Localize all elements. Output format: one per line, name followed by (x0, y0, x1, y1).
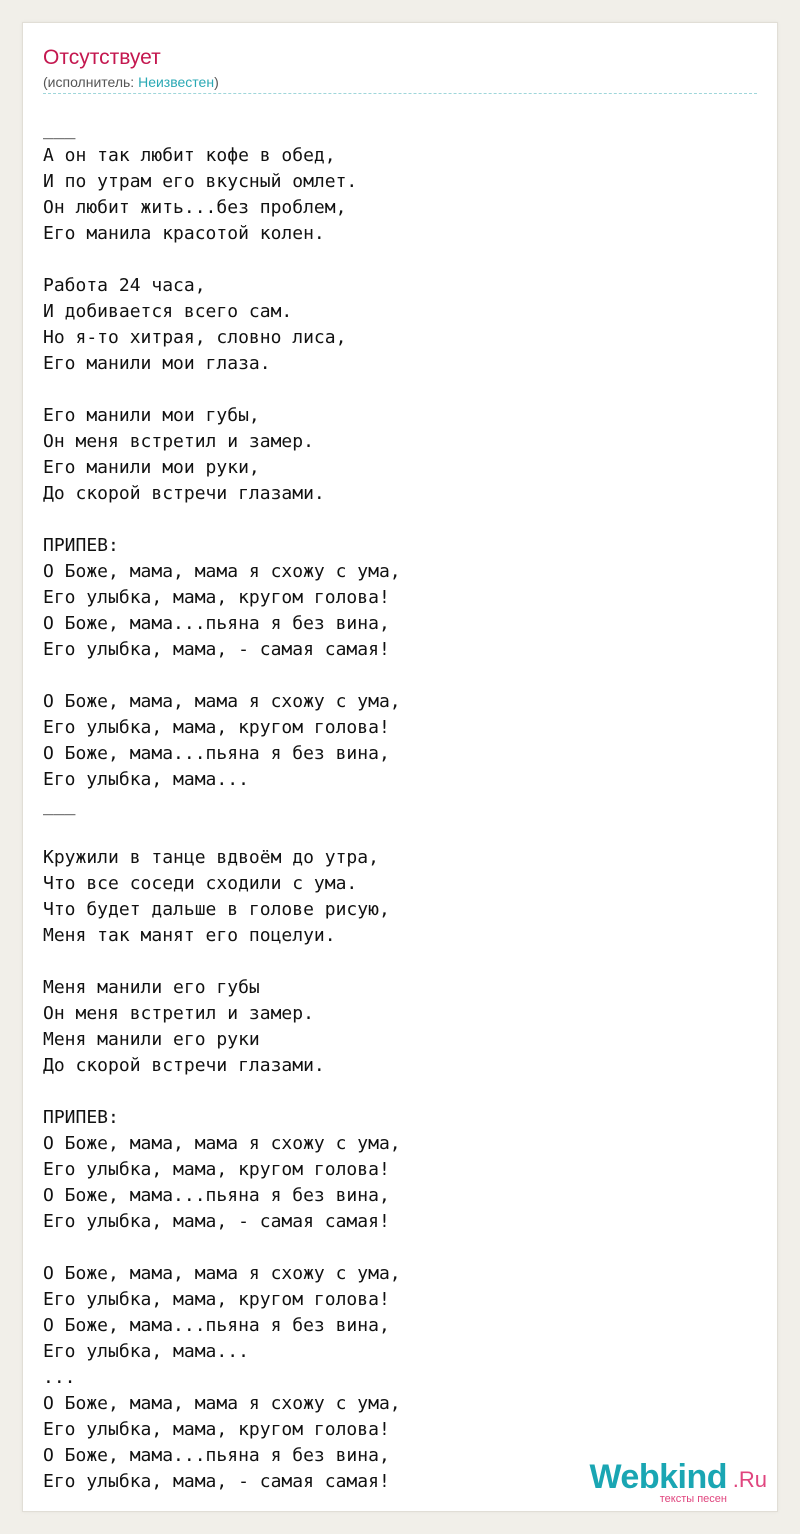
site-logo[interactable] (575, 1459, 771, 1505)
artist-prefix: (исполнитель: (43, 74, 139, 90)
logo-domain-suffix: .Ru (732, 1467, 767, 1492)
artist-link[interactable]: Неизвестен (138, 74, 215, 90)
logo-tagline: тексты песен (659, 1493, 727, 1505)
song-title: Отсутствует (43, 46, 161, 69)
header-divider (43, 93, 757, 94)
artist-suffix: ) (214, 74, 219, 90)
logo-main-text: Webkind (589, 1458, 727, 1496)
artist-line (43, 73, 219, 91)
lyrics-card (22, 22, 778, 1512)
lyrics-text: ___ А он так любит кофе в обед, И по утрам его вкусный омлет. Он любит жить...без проблем, Его манила красотой колен. Работа 24 часа, И добивается всего сам. Но я-то хитрая, словно лиса, Его манили мои глаза. Его манили мои губы, Он меня встретил и замер. Его манили мои руки, До скорой встречи глазами. ПРИПЕВ: О Боже, мама, мама я схожу с ума, Его улыбка, мама, кругом голова! О Боже, мама...пьяна я без вина, Его улыбка, мама, - самая самая! О Боже, мама, мама я схожу с ума, Его улыбка, мама, кругом голова! О Боже, мама...пьяна я без вина, Его улыбка, мама... ___ Кружили в танце вдвоём до утра, Что все соседи сходили с ума. Что будет дальше в голове рисую, Меня так манят его поцелуи. Меня манили его губы Он меня встретил и замер. Меня манили его руки До скорой встречи глазами. ПРИПЕВ: О Боже, мама, мама я схожу с ума, Его улыбка, мама, кругом голова! О Боже, мама...пьяна я без вина, Его улыбка, мама, - самая самая! О Боже, мама, мама я схожу с ума, Его улыбка, мама, кругом голова! О Боже, мама...пьяна я без вина, Его улыбка, мама... ... О Боже, мама, мама я схожу с ума, Его улыбка, мама, кругом голова! О Боже, мама...пьяна я без вина, Его улыбка, мама, - самая самая! (43, 119, 401, 1492)
